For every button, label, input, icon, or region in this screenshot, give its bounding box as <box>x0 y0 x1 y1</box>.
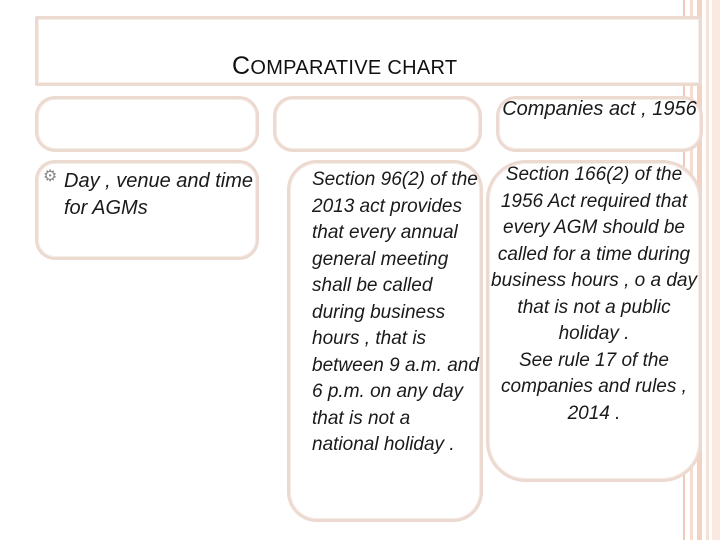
act-2013-text: Section 96(2) of the 2013 act provides that every annual general meeting shall be called during business hours , that is between 9 a.m. and 6 p.m. on any day that is not a national holiday . <box>312 169 479 455</box>
header-cell-middle <box>273 96 482 152</box>
gear-bullet-icon: ⚙ <box>43 168 58 185</box>
topic-text: Day , venue and time for AGMs <box>64 170 253 219</box>
header-cell-left <box>35 96 259 152</box>
act-1956-paragraph: Section 166(2) of the 1956 Act required that every AGM should be called for a time during business hours , o a day that is not a public holiday . <box>491 164 697 344</box>
decor-stripe <box>706 0 709 540</box>
header-companies-act-1956: Companies act , 1956 <box>502 98 697 120</box>
act-1956-text <box>486 162 702 427</box>
decor-stripe <box>712 0 720 540</box>
act-1956-rule-note: See rule 17 of the companies and rules , 2014 . <box>501 349 687 424</box>
title-first-letter: C <box>232 52 251 80</box>
title-rest: OMPARATIVE CHART <box>250 57 458 79</box>
slide-title <box>232 52 457 81</box>
